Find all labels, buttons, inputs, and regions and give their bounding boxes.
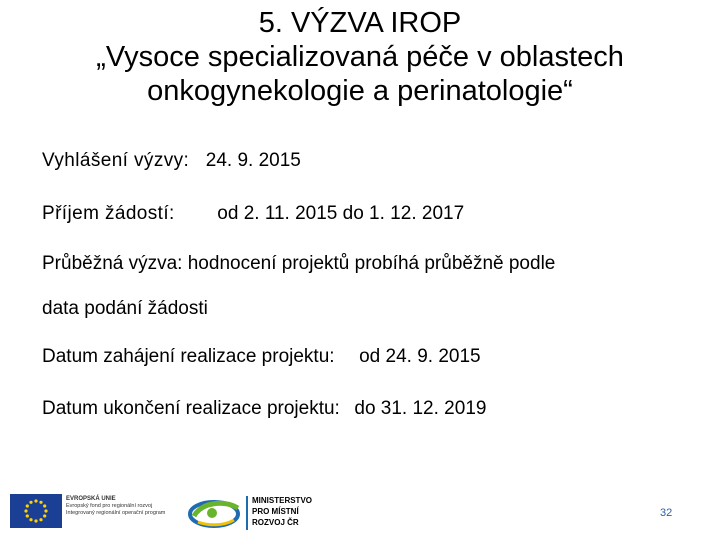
mmr-logo-text — [252, 495, 312, 528]
mmr-logo — [188, 494, 338, 534]
prubezna-text-1: Průběžná výzva: hodnocení projektů probíhá průběžně podle — [42, 253, 556, 274]
page-number: 32 — [660, 507, 673, 519]
eu-stars-icon — [10, 494, 62, 528]
zahajeni-label: Datum zahájení realizace projektu: — [42, 346, 335, 367]
eu-line-2: Evropský fond pro regionální rozvoj — [66, 503, 153, 509]
eu-logo — [10, 494, 186, 530]
item-prubezna-line-2 — [42, 298, 208, 320]
mmr-emblem-icon — [188, 496, 244, 530]
title-line-2: „Vysoce specializovaná péče v oblastech — [96, 41, 624, 73]
item-prubezna-line-1 — [42, 253, 555, 275]
vyhlaseni-value: 24. 9. 2015 — [205, 150, 301, 171]
slide-title — [0, 6, 720, 108]
item-ukonceni — [42, 398, 486, 420]
ukonceni-value: do 31. 12. 2019 — [354, 398, 487, 419]
mmr-line-3: ROZVOJ ČR — [252, 518, 299, 527]
prijem-value: od 2. 11. 2015 do 1. 12. 2017 — [217, 203, 465, 224]
item-zahajeni — [42, 346, 481, 368]
prijem-label: Příjem žádostí: — [42, 203, 175, 224]
item-vyhlaseni — [42, 150, 301, 172]
title-line-3: onkogynekologie a perinatologie“ — [147, 75, 573, 107]
eu-line-3: Integrovaný regionální operační program — [66, 510, 166, 516]
mmr-divider — [246, 496, 248, 530]
vyhlaseni-label: Vyhlášení výzvy: — [42, 150, 190, 171]
mmr-line-1: MINISTERSTVO — [252, 496, 313, 505]
zahajeni-value: od 24. 9. 2015 — [359, 346, 481, 367]
title-line-1: 5. VÝZVA IROP — [258, 7, 462, 39]
mmr-line-2: PRO MÍSTNÍ — [252, 507, 299, 516]
eu-line-1: EVROPSKÁ UNIE — [66, 496, 116, 502]
eu-flag-icon — [10, 494, 62, 528]
eu-logo-text — [66, 496, 165, 517]
item-prijem — [42, 203, 464, 225]
ukonceni-label: Datum ukončení realizace projektu: — [42, 398, 340, 419]
prubezna-text-2: data podání žádosti — [42, 298, 208, 319]
